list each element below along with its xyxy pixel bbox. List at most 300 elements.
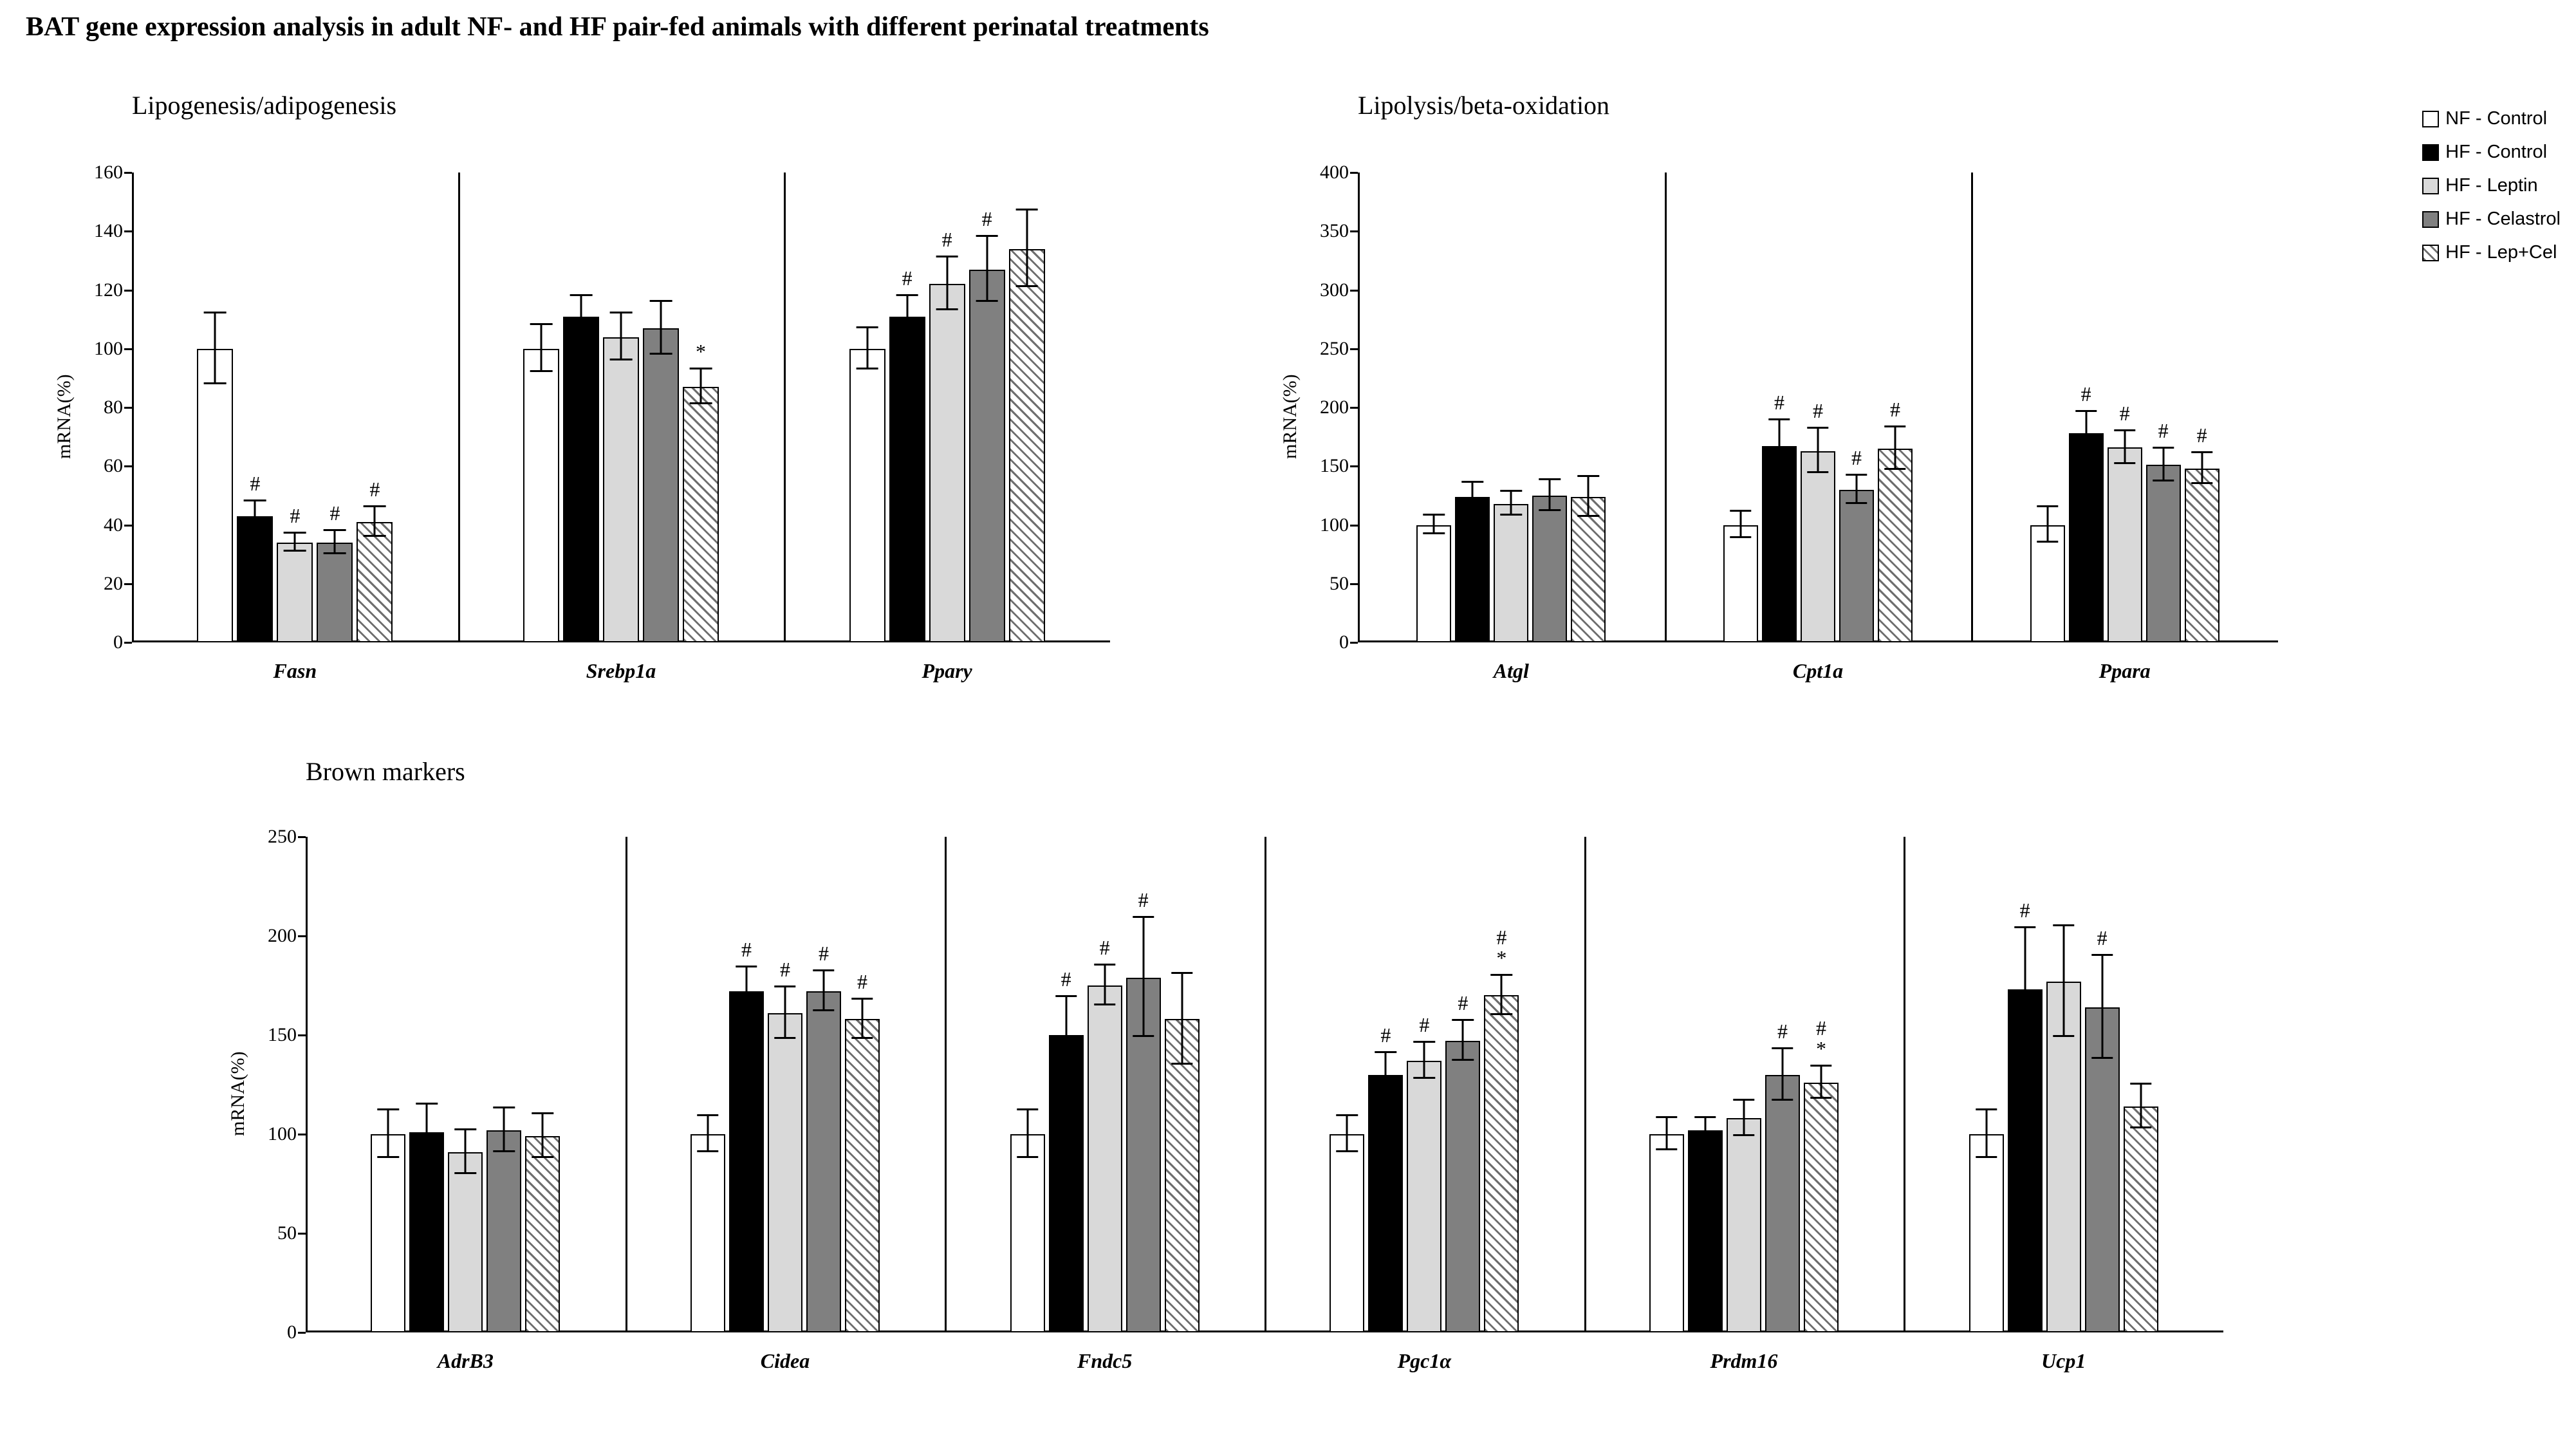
error-bar-cap-bottom [1414,1077,1435,1079]
error-bar-cap-bottom [455,1172,476,1174]
error-bar-upper [1142,918,1144,977]
error-bar-cap-top [1730,510,1751,512]
significance-marker: # [2080,382,2091,406]
y-axis-tick-label: 160 [94,162,123,183]
significance-marker: # [2019,898,2030,922]
error-bar-lower [580,317,582,337]
group-separator [1665,173,1667,642]
error-bar-cap-top [1768,418,1790,420]
plot-area [1279,162,2278,682]
significance-marker: * [695,339,706,363]
error-bar-cap-top [324,529,346,531]
significance-marker: # [941,228,952,252]
x-axis-group-label: Ppary [922,659,972,682]
error-bar-lower [2024,989,2026,1050]
y-axis-tick-mark [124,642,132,644]
error-bar-lower [214,349,216,384]
error-bar-cap-bottom [1733,1134,1754,1136]
error-bar-lower [2085,433,2087,454]
error-bar-cap-top [896,294,918,296]
y-axis-tick-label: 60 [104,455,123,477]
bar [768,1013,802,1332]
error-bar-lower [700,387,701,404]
bar [523,349,559,642]
significance-marker: # [1851,445,1862,469]
error-bar-cap-bottom [532,1156,553,1158]
x-axis-group-label: Ucp1 [2041,1349,2086,1372]
error-bar-cap-top [1452,1019,1474,1021]
error-bar-upper [2140,1085,2142,1107]
y-axis-tick-mark [298,1034,306,1036]
y-axis-tick-label: 400 [1320,162,1349,183]
bar-group [1665,173,1972,682]
error-bar-upper [946,257,948,284]
legend-label: HF - Celastrol [2445,209,2561,229]
error-bar-upper [1026,210,1028,248]
error-bar-cap-top [244,500,266,501]
significance-marker: # [1458,991,1469,1015]
error-bar-cap-top [2014,926,2035,928]
bar [849,349,885,642]
error-bar-upper [1778,420,1780,446]
y-axis-label: mRNA(%) [227,1051,248,1136]
significance-marker: # * [1815,1016,1826,1061]
error-bar-upper [2162,449,2164,465]
bar [2030,525,2065,643]
x-axis-group-label: Fasn [273,659,317,682]
error-bar-cap-bottom [1423,532,1445,534]
error-bar-cap-bottom [736,1013,757,1015]
bar [486,1130,521,1332]
error-bar-cap-top [2053,924,2074,926]
error-bar-cap-bottom [851,1037,873,1039]
y-axis-tick-mark [298,1332,306,1334]
error-bar-lower [2062,982,2064,1037]
bar [317,543,353,642]
error-bar-lower [745,991,747,1015]
error-bar-cap-top [1375,1051,1396,1053]
error-bar-cap-bottom [1094,1004,1115,1005]
error-bar-upper [1549,480,1551,496]
error-bar-upper [387,1110,389,1134]
error-bar-cap-bottom [1015,285,1038,287]
y-axis-tick-label: 300 [1320,279,1349,301]
bar [1484,995,1519,1332]
significance-marker: # [741,938,752,962]
error-bar-cap-bottom [378,1156,399,1158]
error-bar-cap-top [1884,425,1905,427]
legend-item [2422,175,2561,196]
bar [371,1134,405,1332]
error-bar-upper [707,1116,709,1134]
error-bar-upper [1065,997,1067,1035]
error-bar-lower [542,1136,544,1158]
chart-legend [2422,108,2561,275]
error-bar-cap-top [532,1112,553,1114]
bar [277,543,313,642]
bar [1445,1041,1480,1332]
error-bar-upper [1781,1049,1783,1075]
significance-marker: # [1061,967,1071,991]
error-bar-upper [660,302,662,328]
error-bar-cap-top [1501,490,1522,492]
error-bar-cap-top [1733,1099,1754,1101]
error-bar-lower [2140,1107,2142,1128]
error-bar-upper [1181,974,1183,1020]
error-bar-cap-bottom [690,402,712,404]
error-bar-upper [620,313,622,337]
bar [2108,447,2142,642]
error-bar-lower [1423,1061,1425,1079]
error-bar-cap-top [1694,1116,1716,1118]
error-bar-upper [784,987,786,1013]
x-axis-group-label: Fndc5 [1077,1349,1133,1372]
bar [889,317,925,642]
error-bar-cap-bottom [1017,1156,1038,1158]
error-bar-cap-top [364,505,386,507]
legend-label: HF - Leptin [2445,175,2538,196]
bar-group [1358,173,1665,682]
error-bar-cap-bottom [1578,515,1599,517]
error-bar-cap-bottom [1656,1148,1677,1150]
bar [806,991,841,1332]
error-bar-lower [426,1132,428,1160]
error-bar-lower [660,328,662,355]
error-bar-cap-bottom [284,550,306,552]
error-bar-cap-bottom [1375,1094,1396,1096]
error-bar-upper [1385,1053,1387,1075]
error-bar-upper [745,967,747,991]
significance-marker: # [329,501,340,525]
error-bar-upper [906,296,908,317]
chart-title: Lipogenesis/adipogenesis [132,91,397,120]
error-bar-lower [784,1013,786,1039]
legend-label: HF - Control [2445,142,2548,162]
error-bar-cap-bottom [2091,1057,2113,1059]
error-bar-cap-bottom [2075,453,2097,454]
error-bar-cap-top [378,1108,399,1110]
y-axis-tick-mark [298,1134,306,1135]
error-bar-cap-bottom [1452,1059,1474,1061]
significance-marker: # [1138,888,1149,912]
error-bar-upper [254,501,256,516]
error-bar-lower [387,1134,389,1158]
error-bar-upper [1704,1118,1706,1130]
error-bar-lower [2101,1007,2103,1059]
legend-swatch-icon [2422,144,2439,161]
error-bar-lower [1501,995,1503,1015]
error-bar-cap-top [697,1114,718,1116]
legend-item [2422,209,2561,230]
error-bar-cap-bottom [2053,1035,2074,1037]
error-bar-cap-bottom [2191,482,2212,484]
y-axis-tick-label: 40 [104,514,123,536]
error-bar-cap-top [1094,964,1115,966]
y-axis-tick-label: 150 [268,1024,297,1045]
x-axis-group-label: AdrB3 [437,1349,494,1372]
error-bar-cap-top [1846,474,1867,476]
error-bar-upper [2101,956,2103,1007]
significance-marker: # [857,969,867,993]
error-bar-upper [294,534,296,543]
bar [1049,1035,1084,1332]
significance-marker: # [981,207,992,231]
legend-label: HF - Lep+Cel [2445,242,2557,263]
error-bar-cap-top [1462,481,1483,483]
error-bar-lower [822,991,824,1011]
error-bar-upper [426,1105,428,1132]
error-bar-cap-bottom [494,1150,515,1152]
legend-item [2422,242,2561,263]
y-axis-tick-mark [124,230,132,232]
bar [2069,433,2104,642]
error-bar-cap-bottom [1501,514,1522,516]
y-axis-tick-label: 50 [1330,572,1349,594]
bar [1969,1134,2004,1332]
error-bar-lower [1026,1134,1028,1158]
bar-group [784,173,1110,682]
bar [1727,1118,1761,1332]
y-axis-tick-mark [1350,348,1358,350]
error-bar-cap-top [1171,972,1192,974]
error-bar-upper [503,1108,505,1130]
error-bar-cap-bottom [1539,509,1561,511]
group-separator [1904,837,1905,1332]
error-bar-cap-top [2191,451,2212,453]
error-bar-lower [1781,1075,1783,1101]
error-bar-cap-top [416,1103,438,1105]
y-axis-tick-mark [1350,525,1358,527]
error-bar-cap-bottom [856,368,878,369]
bar [2146,465,2181,642]
bar [2185,469,2219,642]
y-axis-tick-mark [1350,465,1358,467]
bar [1762,446,1797,642]
y-axis-tick-label: 100 [94,337,123,359]
bar [929,284,965,642]
bar [1723,525,1758,643]
error-bar-cap-top [1423,514,1445,516]
legend-item [2422,142,2561,163]
error-bar-cap-top [936,256,958,257]
bar-group [625,837,945,1372]
plot-area [53,162,1110,682]
error-bar-lower [1065,1035,1067,1073]
legend-swatch-icon [2422,111,2439,127]
bar [690,1134,725,1332]
error-bar-upper [1894,427,1896,449]
significance-marker: # [1419,1013,1430,1037]
error-bar-cap-bottom [2037,541,2058,543]
error-bar-upper [465,1130,467,1152]
error-bar-lower [1588,497,1589,517]
error-bar-upper [861,1000,863,1020]
error-bar-lower [986,270,988,302]
error-bar-cap-bottom [1807,471,1828,473]
plot-area [227,826,2223,1372]
bar [1010,1134,1045,1332]
significance-marker: # [2119,401,2130,425]
error-bar-lower [906,317,908,337]
group-separator [1584,837,1586,1332]
y-axis-tick-mark [1350,230,1358,232]
error-bar-upper [1433,516,1435,525]
x-axis-group-label: Ppara [2099,659,2151,682]
error-bar-lower [1985,1134,1987,1158]
error-bar-cap-top [1810,1065,1831,1067]
bar [409,1132,444,1332]
x-axis-group-label: Srebp1a [586,659,656,682]
significance-marker: # [1774,391,1784,415]
error-bar-lower [465,1152,467,1174]
error-bar-upper [214,313,216,349]
y-axis-tick-mark [124,525,132,527]
error-bar-upper [1104,966,1106,985]
bar [563,317,599,642]
y-axis-tick-label: 200 [1320,397,1349,418]
error-bar-cap-top [2075,410,2097,412]
bar [1532,496,1567,642]
bar [1330,1134,1364,1332]
y-axis-tick-label: 100 [1320,514,1349,536]
error-bar-upper [986,237,988,269]
error-bar-cap-top [1414,1041,1435,1043]
significance-marker: # [818,942,829,966]
error-bar-cap-bottom [530,370,553,372]
error-bar-cap-bottom [1694,1140,1716,1142]
y-axis-tick-mark [1350,290,1358,292]
error-bar-cap-top [774,985,795,987]
error-bar-cap-top [1539,478,1561,480]
bar-group [1584,837,1904,1372]
error-bar-upper [334,531,336,543]
error-bar-cap-top [856,326,878,328]
significance-marker: # [902,266,913,290]
significance-marker: # * [1496,925,1507,969]
error-bar-cap-top [1337,1114,1358,1116]
y-axis-tick-label: 20 [104,572,123,594]
error-bar-upper [1739,512,1741,525]
error-bar-lower [1142,978,1144,1037]
error-bar-cap-bottom [1810,1097,1831,1099]
significance-marker: # [369,478,380,501]
error-bar-cap-bottom [2114,462,2135,464]
group-separator [945,837,947,1332]
error-bar-upper [540,325,542,349]
y-axis-tick-label: 250 [268,826,297,847]
y-axis-tick-label: 0 [113,631,123,653]
error-bar-cap-bottom [570,335,593,337]
error-bar-upper [1665,1118,1667,1134]
y-axis-tick-label: 0 [1339,631,1349,653]
error-bar-lower [503,1130,505,1152]
y-axis-tick-label: 140 [94,220,123,242]
y-axis-tick-label: 0 [287,1321,297,1343]
error-bar-upper [1820,1067,1822,1083]
x-axis-group-label: Pgc1α [1397,1349,1452,1372]
error-bar-cap-top [455,1128,476,1130]
error-bar-upper [866,328,868,349]
error-bar-cap-bottom [1055,1071,1077,1073]
bar [1368,1075,1403,1332]
chart-title: Brown markers [306,757,465,786]
significance-marker: # [1812,398,1823,422]
bar [729,991,764,1332]
error-bar-upper [1817,429,1819,451]
bar [683,387,719,642]
bar-group [458,173,784,682]
error-bar-cap-top [1976,1108,1997,1110]
error-bar-cap-top [2114,429,2135,431]
bar [1804,1083,1839,1332]
error-bar-upper [1501,976,1503,996]
legend-swatch-icon [2422,245,2439,261]
significance-marker: # [1099,936,1110,960]
error-bar-upper [1985,1110,1987,1134]
y-axis-tick-mark [1350,583,1358,585]
error-bar-cap-bottom [650,353,672,355]
bar [969,270,1005,642]
error-bar-cap-bottom [697,1150,718,1152]
error-bar-lower [1462,1041,1464,1061]
error-bar-cap-top [1807,427,1828,429]
significance-marker: # [2196,424,2207,447]
error-bar-cap-top [1015,209,1038,210]
error-bar-cap-bottom [610,359,633,360]
error-bar-cap-bottom [244,529,266,531]
error-bar-upper [822,971,824,991]
error-bar-cap-bottom [2130,1126,2151,1128]
legend-item [2422,108,2561,129]
error-bar-cap-bottom [813,1009,834,1011]
bar [1416,525,1451,643]
y-axis-tick-label: 250 [1320,337,1349,359]
error-bar-cap-top [1491,974,1512,976]
error-bar-upper [1855,476,1857,490]
bar [1407,1061,1441,1332]
bar [1165,1019,1200,1332]
error-bar-lower [866,349,868,369]
error-bar-cap-top [1133,916,1154,918]
error-bar-upper [1743,1101,1745,1119]
bar [197,349,233,642]
y-axis-tick-label: 100 [268,1123,297,1144]
bar [603,337,639,643]
error-bar-cap-top [650,300,672,302]
y-axis-tick-mark [124,290,132,292]
legend-swatch-icon [2422,211,2439,228]
x-axis-group-label: Cidea [760,1349,810,1372]
error-bar-cap-top [570,294,593,296]
error-bar-upper [2124,431,2126,448]
chart-title: Lipolysis/beta-oxidation [1358,91,1610,120]
error-bar-cap-bottom [1768,470,1790,472]
x-axis-group-label: Atgl [1493,659,1529,682]
y-axis-label: mRNA(%) [53,374,75,459]
y-axis-tick-mark [298,836,306,838]
error-bar-upper [2046,507,2048,525]
error-bar-cap-top [1017,1108,1038,1110]
error-bar-upper [2024,928,2026,989]
error-bar-lower [1894,449,1896,470]
significance-marker: # [1380,1023,1391,1047]
error-bar-cap-top [976,235,998,237]
error-bar-upper [1026,1110,1028,1134]
legend-label: NF - Control [2445,108,2548,129]
y-axis-tick-label: 150 [1320,455,1349,477]
error-bar-upper [2201,453,2203,469]
error-bar-cap-top [2130,1083,2151,1085]
